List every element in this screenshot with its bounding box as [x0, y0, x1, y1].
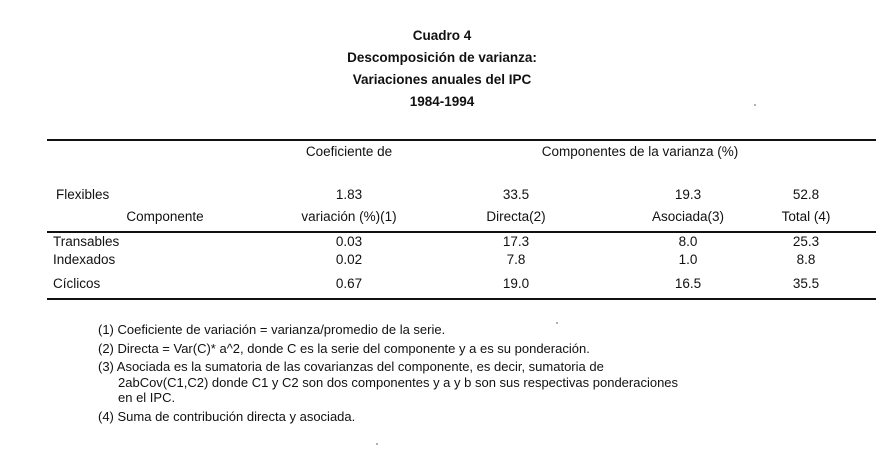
footnote-2: (2) Directa = Var(C)* a^2, donde C es la serie del componente y a es su ponderación.	[98, 340, 590, 356]
flexibles-directa: 33.5	[502, 187, 530, 202]
top-rule	[47, 139, 876, 141]
footnote-3-cont-2: en el IPC.	[118, 390, 176, 405]
indexados-asociada: 1.0	[678, 252, 698, 267]
transables-coef: 0.03	[335, 234, 363, 249]
ciclicos-total: 35.5	[792, 276, 820, 291]
row-label-flexibles: Flexibles	[56, 187, 110, 202]
scan-speck	[556, 322, 558, 324]
header-directa: Directa(2)	[486, 209, 546, 224]
flexibles-total: 52.8	[792, 187, 820, 202]
header-coef-top: Coeficiente de	[305, 144, 393, 159]
footnote-3-cont-1: 2abCov(C1,C2) donde C1 y C2 son dos componentes y a y b son sus respectivas ponderaciones	[118, 374, 679, 390]
header-coef-bottom: variación (%)(1)	[301, 209, 397, 224]
transables-total: 25.3	[792, 234, 820, 249]
flexibles-coef: 1.83	[335, 187, 363, 202]
indexados-coef: 0.02	[335, 252, 363, 267]
ciclicos-coef: 0.67	[335, 276, 363, 291]
row-label-ciclicos: Cíclicos	[53, 276, 101, 291]
flexibles-asociada: 19.3	[674, 187, 702, 202]
footnotes	[98, 322, 678, 424]
scan-speck	[376, 443, 378, 445]
transables-directa: 17.3	[502, 234, 530, 249]
header-total: Total (4)	[781, 209, 831, 224]
header-rule	[47, 231, 876, 233]
footnote-3: (3) Asociada es la sumatoria de las covarianzas del componente, es decir, sumatoria de	[98, 359, 604, 374]
row-label-transables: Transables	[53, 234, 120, 249]
indexados-directa: 7.8	[506, 252, 526, 267]
table-subtitle: Variaciones anuales del IPC	[352, 72, 532, 87]
footnote-1: (1) Coeficiente de variación = varianza/promedio de la serie.	[98, 322, 446, 337]
header-asociada: Asociada(3)	[651, 209, 725, 224]
ciclicos-asociada: 16.5	[674, 276, 702, 291]
footnote-4: (4) Suma de contribución directa y asociada.	[98, 408, 356, 424]
transables-asociada: 8.0	[678, 234, 698, 249]
header-componente: Componente	[126, 209, 204, 224]
scan-speck	[754, 104, 756, 106]
row-label-indexados: Indexados	[53, 252, 116, 267]
table-number: Cuadro 4	[412, 28, 472, 43]
ciclicos-directa: 19.0	[502, 276, 530, 291]
table-period: 1984-1994	[409, 94, 475, 109]
header-components: Componentes de la varianza (%)	[541, 144, 739, 159]
bottom-rule	[47, 298, 876, 300]
indexados-total: 8.8	[796, 252, 816, 267]
table-title: Descomposición de varianza:	[347, 50, 537, 65]
